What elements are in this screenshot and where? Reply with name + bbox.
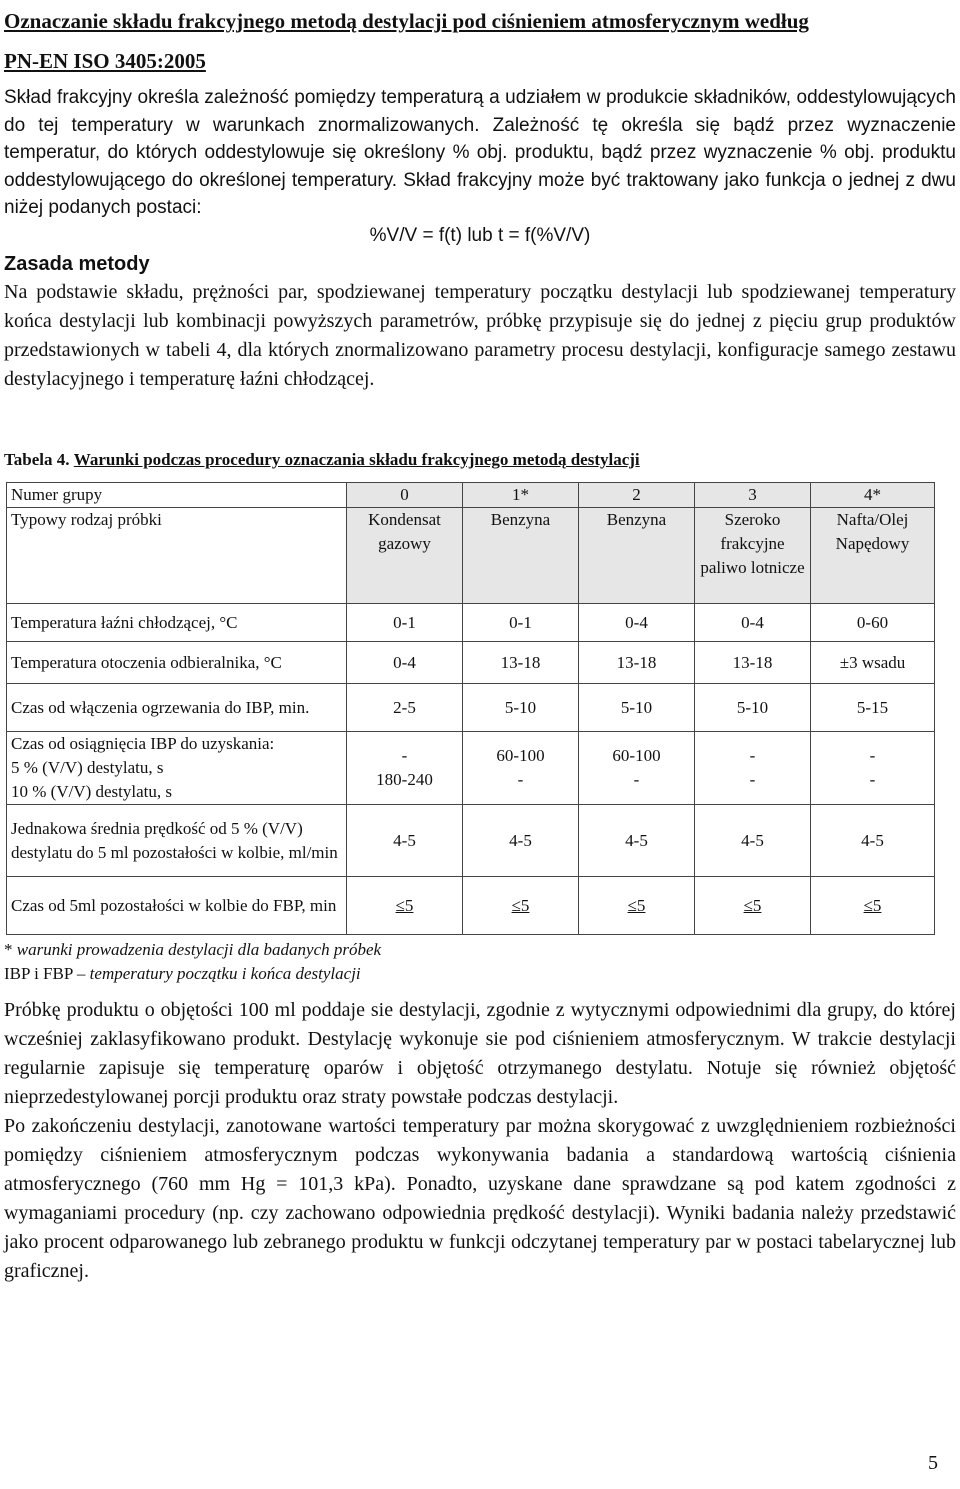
table-cell: ≤5 — [579, 877, 695, 935]
table-row — [7, 805, 935, 877]
document-title — [4, 0, 956, 82]
table-cell: 60-100 - — [463, 732, 579, 805]
table-caption-label: Tabela 4. — [4, 450, 70, 469]
table-row — [7, 642, 935, 684]
table-cell: - - — [695, 732, 811, 805]
table-cell: 5-10 — [579, 684, 695, 732]
table-cell: 0-60 — [811, 604, 935, 642]
table-cell: 4-5 — [579, 805, 695, 877]
table-cell: 5-10 — [463, 684, 579, 732]
table-row-label: Czas od 5ml pozostałości w kolbie do FBP, min — [7, 877, 347, 935]
note-abbr: IBP i FBP — [4, 964, 73, 983]
table-row — [7, 732, 935, 805]
note-conditions-text: warunki prowadzenia destylacji dla badanych próbek — [16, 940, 382, 959]
table-row-label: Temperatura łaźni chłodzącej, °C — [7, 604, 347, 642]
table-cell: Kondensat gazowy — [347, 508, 463, 604]
table-cell: 13-18 — [463, 642, 579, 684]
table-cell: 1* — [463, 483, 579, 508]
note-star: * — [4, 940, 13, 959]
table-cell: Benzyna — [579, 508, 695, 604]
table-cell: 0-1 — [463, 604, 579, 642]
table-cell: 4* — [811, 483, 935, 508]
table-cell: 0-4 — [347, 642, 463, 684]
table-cell: 13-18 — [579, 642, 695, 684]
table-cell: 4-5 — [347, 805, 463, 877]
table-cell: 4-5 — [463, 805, 579, 877]
table-row-label: Jednakowa średnia prędkość od 5 % (V/V) destylatu do 5 ml pozostałości w kolbie, ml/min — [7, 805, 347, 877]
distillation-conditions-table — [6, 482, 935, 935]
procedure-section — [4, 996, 956, 1286]
table-cell: ≤5 — [811, 877, 935, 935]
table-row — [7, 684, 935, 732]
table-cell: 60-100 - — [579, 732, 695, 805]
table-cell: 2 — [579, 483, 695, 508]
table-row — [7, 877, 935, 935]
table-cell: 13-18 — [695, 642, 811, 684]
table-row-label: Typowy rodzaj próbki — [7, 508, 347, 604]
table-row-label: Czas od włączenia ogrzewania do IBP, min. — [7, 684, 347, 732]
table-cell: 4-5 — [695, 805, 811, 877]
table-cell: 0-4 — [695, 604, 811, 642]
table-caption — [4, 448, 956, 472]
table-cell: Nafta/Olej Napędowy — [811, 508, 935, 604]
table-row-label: Temperatura otoczenia odbieralnika, °C — [7, 642, 347, 684]
table-row-label: Czas od osiągnięcia IBP do uzyskania: 5 % (V/V) destylatu, s 10 % (V/V) destylatu, s — [7, 732, 347, 805]
results-paragraph: Po zakończeniu destylacji, zanotowane wartości temperatury par można skorygować z uwzględnieniem rozbieżności pomiędzy ciśnieniem atmosferycznym podczas wykonywania badania a standardową wartością ciśnienia atmosferycznego (760 mm Hg = 101,3 kPa). Ponadto, uzyskane dane sprawdzane są pod katem zgodności z wymaganiami procedury (np. czy zachowano odpowiednia prędkość destylacji). Wyniki badania należy przedstawić jako procent odparowanego lub zebranego produktu w funkcji odczytanej temperatury par w postaci tabelarycznej lub graficznej. — [4, 1115, 956, 1282]
table-cell: 0-4 — [579, 604, 695, 642]
table-row — [7, 483, 935, 508]
table-cell: 3 — [695, 483, 811, 508]
table-row — [7, 508, 935, 604]
table-cell: 5-10 — [695, 684, 811, 732]
table-row-label: Numer grupy — [7, 483, 347, 508]
table-cell: 0 — [347, 483, 463, 508]
table-cell: Szeroko frakcyjne paliwo lotnicze — [695, 508, 811, 604]
table-notes — [4, 938, 956, 986]
table-cell: ≤5 — [463, 877, 579, 935]
procedure-paragraph: Próbkę produktu o objętości 100 ml poddaje sie destylacji, zgodnie z wytycznymi odpowiednimi dla grupy, do której wcześniej zaklasyfikowano produkt. Destylację wykonuje sie pod ciśnieniem atmosferycznym. W trakcie destylacji regularnie zapisuje się temperaturę oparów i objętość otrzymanego destylatu. Notuje się również objętość nieprzedestylowanej porcji produktu oraz straty powstałe podczas destylacji. — [4, 999, 956, 1108]
intro-paragraph: Skład frakcyjny określa zależność pomiędzy temperaturą a udziałem w produkcie składników, oddestylowujących do tej temperatury w warunkach znormalizowanych. Zależność tę określa się bądź przez wyznaczenie temperatur, do których oddestylowuje się określony % obj. produktu, bądź przez wyznaczenie % obj. produktu oddestylowującego do określonej temperatury. Skład frakcyjny może być traktowany jako funkcja o jednej z dwu niżej podanych postaci: — [4, 87, 956, 218]
table-cell: 4-5 — [811, 805, 935, 877]
principle-heading: Zasada metody — [4, 253, 150, 275]
table-cell: ≤5 — [347, 877, 463, 935]
intro-section — [4, 84, 956, 249]
table-caption-text: Warunki podczas procedury oznaczania składu frakcyjnego metodą destylacji — [73, 450, 640, 469]
table-cell: - 180-240 — [347, 732, 463, 805]
principle-paragraph: Na podstawie składu, prężności par, spodziewanej temperatury początku destylacji lub spodziewanej temperatury końca destylacji lub kombinacji powyższych parametrów, próbkę przypisuje się do jednej z pięciu grup produktów przedstawionych w tabeli 4, dla których znormalizowano parametry procesu destylacji, konfiguracje samego zestawu destylacyjnego i temperaturę łaźni chłodzącej. — [4, 281, 956, 390]
formula: %V/V = f(t) lub t = f(%V/V) — [369, 224, 591, 246]
note-conditions — [4, 938, 956, 962]
table-cell: Benzyna — [463, 508, 579, 604]
table-row — [7, 604, 935, 642]
page-number: 5 — [928, 1452, 938, 1474]
note-abbr-text: – temperatury początku i końca destylacji — [76, 964, 361, 983]
table-cell: ±3 wsadu — [811, 642, 935, 684]
table-cell: 2-5 — [347, 684, 463, 732]
table-cell: - - — [811, 732, 935, 805]
table-cell: ≤5 — [695, 877, 811, 935]
table-cell: 0-1 — [347, 604, 463, 642]
title-line-2: PN-EN ISO 3405:2005 — [4, 49, 206, 73]
principle-section — [4, 250, 956, 394]
title-line-1: Oznaczanie składu frakcyjnego metodą destylacji pod ciśnieniem atmosferycznym według — [4, 9, 809, 33]
table-cell: 5-15 — [811, 684, 935, 732]
note-abbreviations — [4, 962, 956, 986]
